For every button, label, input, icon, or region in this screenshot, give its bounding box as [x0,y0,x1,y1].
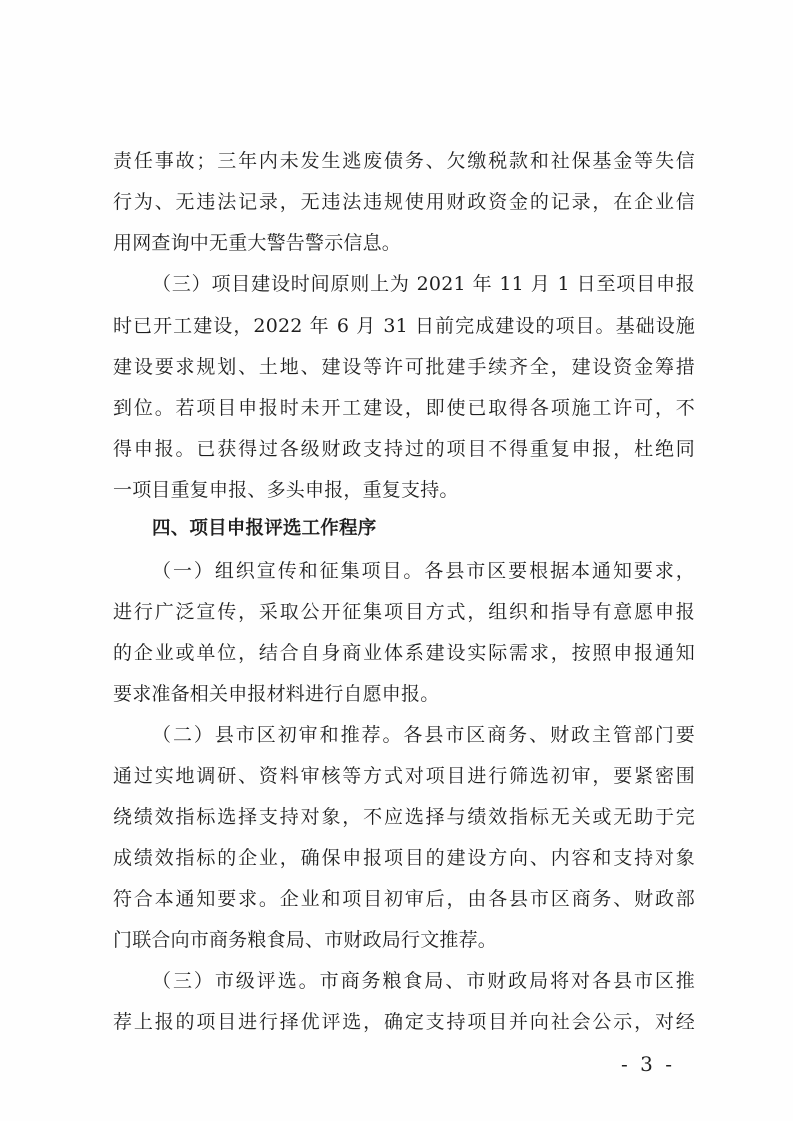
paragraph-line: 责任事故；三年内未发生逃废债务、欠缴税款和社保基金等失信 [113,150,695,172]
section-heading: 四、项目申报评选工作程序 [152,518,377,539]
paragraph-line: 绕绩效指标选择支持对象，不应选择与绩效指标无关或无助于完 [113,806,695,828]
paragraph-line: 到位。若项目申报时未开工建设，即使已取得各项施工许可，不 [113,397,695,419]
paragraph-line: 荐上报的项目进行择优评选，确定支持项目并向社会公示，对经 [113,1011,695,1033]
page-number: - 3 - [621,1052,675,1076]
paragraph-line: 时已开工建设，2022 年 6 月 31 日前完成建设的项目。基础设施 [113,315,695,337]
paragraph-line: 要求准备相关申报材料进行自愿申报。 [113,683,440,705]
paragraph-line: 门联合向市商务粮食局、市财政局行文推荐。 [113,929,498,951]
paragraph-line: （二）县市区初审和推荐。各县市区商务、财政主管部门要 [152,724,695,746]
paragraph-line: （三）项目建设时间原则上为 2021 年 11 月 1 日至项目申报 [152,273,695,295]
paragraph-line: （三）市级评选。市商务粮食局、市财政局将对各县市区推 [152,970,695,992]
paragraph-line: 通过实地调研、资料审核等方式对项目进行筛选初审，要紧密围 [113,765,695,787]
paragraph-line: 进行广泛宣传，采取公开征集项目方式，组织和指导有意愿申报 [113,601,695,623]
paragraph-line: 符合本通知要求。企业和项目初审后，由各县市区商务、财政部 [113,888,695,910]
paragraph-line: 得申报。已获得过各级财政支持过的项目不得重复申报，杜绝同 [113,438,695,460]
paragraph-line: 成绩效指标的企业，确保申报项目的建设方向、内容和支持对象 [113,847,695,869]
paragraph-line: 的企业或单位，结合自身商业体系建设实际需求，按照申报通知 [113,642,695,664]
paragraph-line: 建设要求规划、土地、建设等许可批建手续齐全，建设资金筹措 [113,356,695,378]
paragraph-line: 行为、无违法记录，无违法违规使用财政资金的记录，在企业信 [113,191,695,213]
paragraph-line: 一项目重复申报、多头申报，重复支持。 [113,479,459,501]
paragraph-line: 用网查询中无重大警告警示信息。 [113,232,402,254]
paragraph-line: （一）组织宣传和征集项目。各县市区要根据本通知要求， [152,560,695,582]
